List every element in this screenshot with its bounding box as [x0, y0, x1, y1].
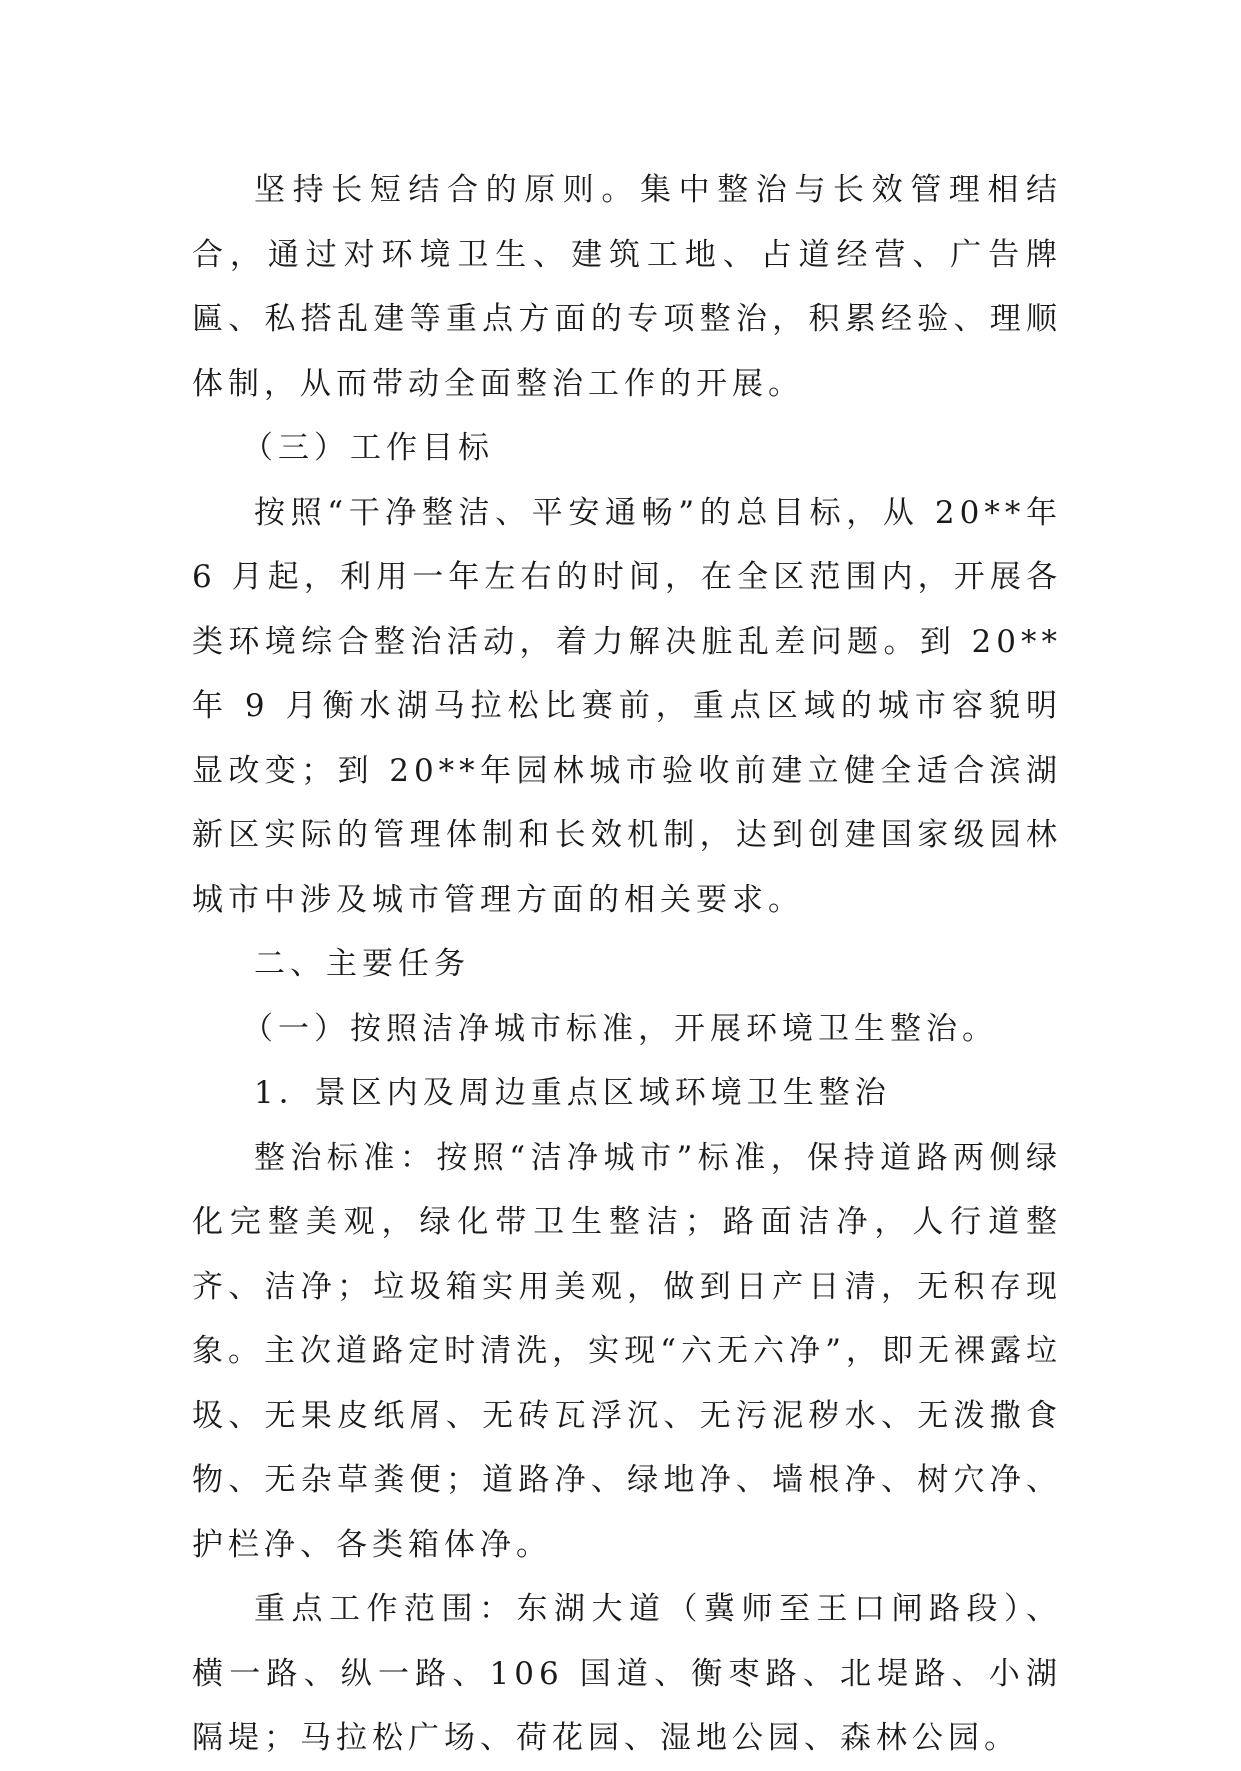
heading-work-goal: （三）工作目标 [242, 430, 494, 466]
heading-main-tasks: 二、主要任务 [254, 946, 470, 982]
paragraph-principle: 坚持长短结合的原则。集中整治与长效管理相结合，通过对环境卫生、建筑工地、占道经营、广告牌匾、私搭乱建等重点方面的专项整治，积累经验、理顺体制，从而带动全面整治工作的开展。 [192, 172, 1062, 402]
document-body [192, 158, 1062, 1771]
paragraph-goal: 按照“干净整洁、平安通畅”的总目标，从 20**年 6 月起，利用一年左右的时间，在全区范围内，开展各类环境综合整治活动，着力解决脏乱差问题。到 20**年 9 月衡水湖马拉松比赛前，重点区域的城市容貌明显改变；到 20**年园林城市验收前建立健全适合滨湖新区实际的管理体制和长效机制，达到创建国家级园林城市中涉及城市管理方面的相关要求。 [192, 494, 1062, 918]
heading-task-sanitation: （一）按照洁净城市标准，开展环境卫生整治。 [242, 1010, 998, 1047]
heading-item-scenic-area: 1．景区内及周边重点区域环境卫生整治 [254, 1075, 891, 1111]
paragraph-standard: 整治标准：按照“洁净城市”标准，保持道路两侧绿化完整美观，绿化带卫生整洁；路面洁净，人行道整齐、洁净；垃圾箱实用美观，做到日产日清，无积存现象。主次道路定时清洗，实现“六无六净”，即无裸露垃圾、无果皮纸屑、无砖瓦浮沉、无污泥秽水、无泼撒食物、无杂草粪便；道路净、绿地净、墙根净、树穴净、护栏净、各类箱体净。 [192, 1139, 1062, 1563]
paragraph-scope: 重点工作范围：东湖大道（冀师至王口闸路段）、横一路、纵一路、106 国道、衡枣路、北堤路、小湖隔堤；马拉松广场、荷花园、湿地公园、森林公园。 [192, 1591, 1062, 1756]
